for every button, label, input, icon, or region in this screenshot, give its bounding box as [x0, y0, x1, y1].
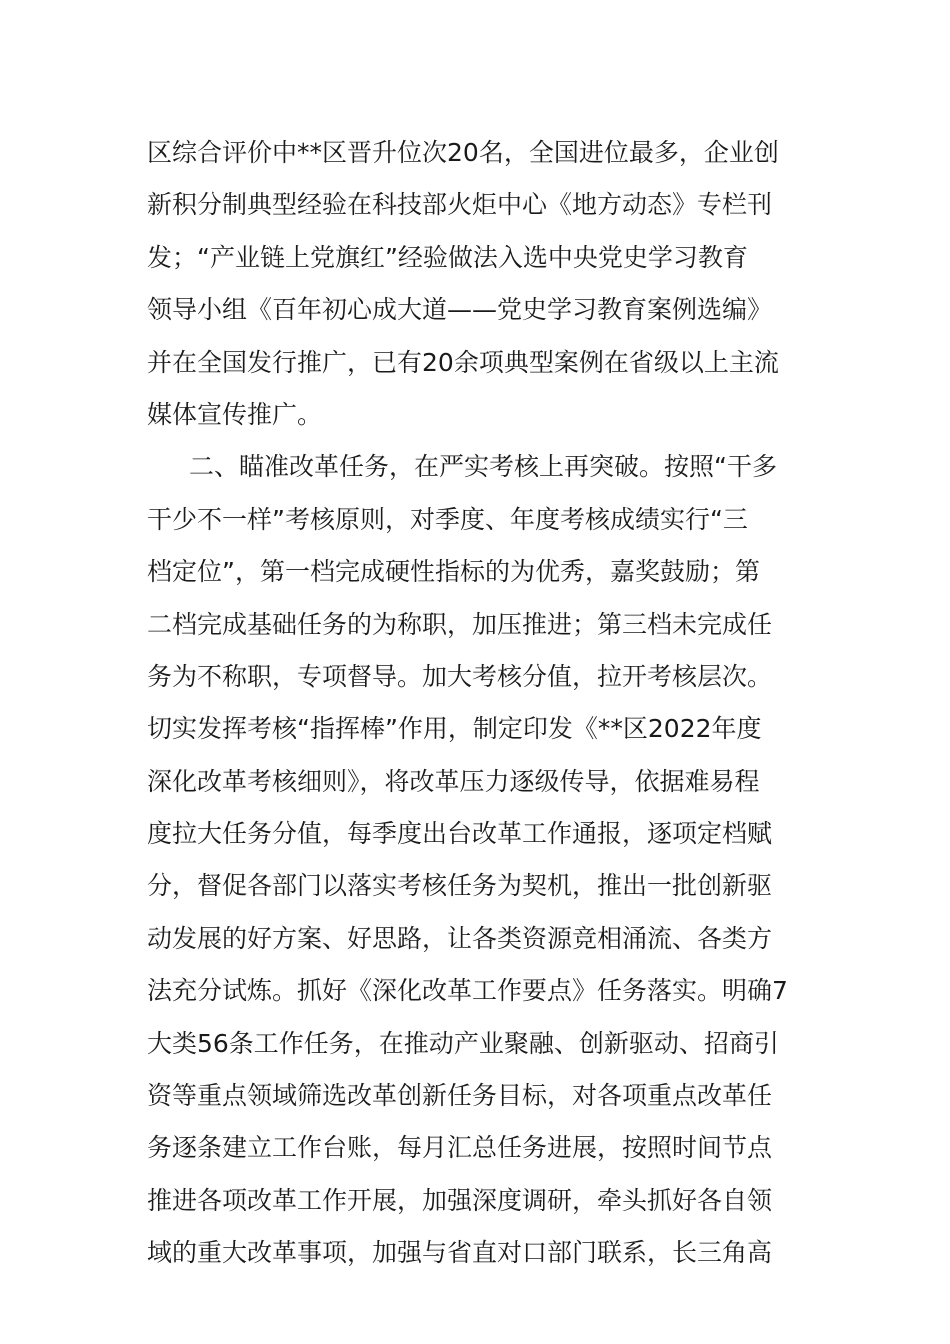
text-line	[147, 389, 812, 441]
line-text: 动发展的好方案、好思路，让各类资源竞相涌流、各类方	[147, 923, 773, 953]
text-line	[147, 860, 812, 912]
text-line	[147, 1070, 812, 1122]
text-line	[147, 651, 812, 703]
line-text: 领导小组《百年初心成大道——党史学习教育案例选编》	[147, 295, 773, 325]
line-text: 资等重点领域筛选改革创新任务目标，对各项重点改革任	[147, 1081, 773, 1111]
line-text: 推进各项改革工作开展，加强深度调研，牵头抓好各自领	[147, 1185, 773, 1215]
line-text: 发；“产业链上党旗红”经验做法入选中央党史学习教育	[147, 242, 748, 272]
line-text: 切实发挥考核“指挥棒”作用，制定印发《**区2022年度	[147, 714, 762, 744]
body-text	[147, 127, 812, 1280]
text-line	[147, 179, 812, 231]
line-text: 并在全国发行推广，已有20余项典型案例在省级以上主流	[147, 347, 779, 377]
line-text: 二、瞄准改革任务，在严实考核上再突破。按照“干多	[189, 452, 777, 482]
paragraph-first-line	[147, 441, 812, 493]
text-line	[147, 756, 812, 808]
line-text: 域的重大改革事项，加强与省直对口部门联系，长三角高	[147, 1238, 773, 1268]
line-text: 务逐条建立工作台账，每月汇总任务进展，按照时间节点	[147, 1133, 773, 1163]
line-text: 干少不一样”考核原则，对季度、年度考核成绩实行“三	[147, 504, 748, 534]
text-line	[147, 494, 812, 546]
text-line	[147, 1122, 812, 1174]
line-text: 法充分试炼。抓好《深化改革工作要点》任务落实。明确7	[147, 976, 788, 1006]
line-text: 分，督促各部门以落实考核任务为契机，推出一批创新驱	[147, 871, 773, 901]
line-text: 大类56条工作任务，在推动产业聚融、创新驱动、招商引	[147, 1028, 779, 1058]
text-line	[147, 913, 812, 965]
line-text: 区综合评价中**区晋升位次20名，全国进位最多，企业创	[147, 138, 779, 167]
line-text: 深化改革考核细则》，将改革压力逐级传导，依据难易程	[147, 766, 760, 796]
text-line	[147, 232, 812, 284]
line-text: 度拉大任务分值，每季度出台改革工作通报，逐项定档赋	[147, 819, 773, 849]
line-text: 媒体宣传推广。	[147, 399, 323, 429]
line-text: 档定位”，第一档完成硬性指标的为优秀，嘉奖鼓励；第	[147, 557, 760, 587]
text-line	[147, 808, 812, 860]
text-line	[147, 1175, 812, 1227]
text-line	[147, 965, 812, 1017]
text-line	[147, 1018, 812, 1070]
text-line	[147, 599, 812, 651]
text-line	[147, 546, 812, 598]
line-text: 二档完成基础任务的为称职，加压推进；第三档未完成任	[147, 609, 773, 639]
text-line	[147, 1227, 812, 1279]
line-text: 新积分制典型经验在科技部火炬中心《地方动态》专栏刊	[147, 190, 773, 220]
line-text: 务为不称职，专项督导。加大考核分值，拉开考核层次。	[147, 661, 773, 691]
text-line	[147, 127, 812, 179]
text-line	[147, 284, 812, 336]
text-line	[147, 337, 812, 389]
text-line	[147, 703, 812, 755]
